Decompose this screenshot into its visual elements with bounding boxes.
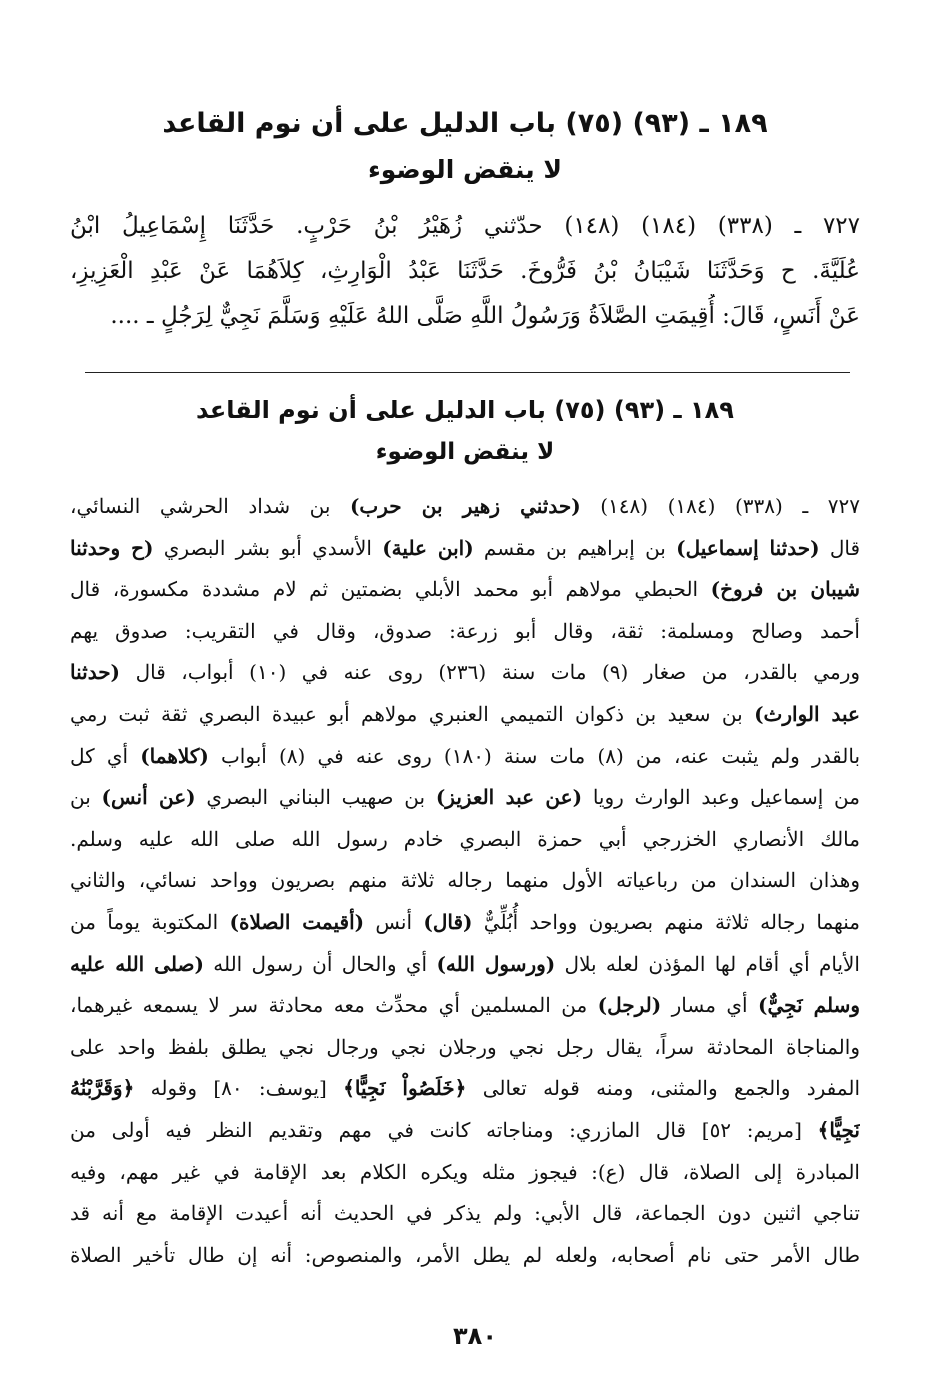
text-segment: بالقدر ولم يثبت عنه، من (٨) مات سنة (١٨٠) روى عنه في (٨) أبواب [208, 743, 860, 768]
commentary-line [70, 777, 860, 819]
text-segment: المكتوبة يوماً من [70, 909, 230, 934]
bold-quote-segment: نَجِيًّا﴾ [817, 1117, 860, 1142]
text-segment: من إسماعيل وعبد الوارث رويا [582, 785, 860, 810]
text-segment: قال [819, 535, 860, 560]
text-segment: أحمد وصالح ومسلمة: ثقة، وقال أبو زرعة: صدوق، وقال في التقريب: صدوق يهم [70, 618, 860, 643]
commentary-line [70, 985, 860, 1027]
text-segment: بن [70, 785, 102, 810]
text-segment: بن صهيب البناني البصري [195, 785, 436, 810]
text-segment: والمناجاة المحادثة سراً، يقال رجل نجي ورجلان نجي ورجال نجي يطلق بلفظ واحد على [70, 1034, 860, 1059]
text-segment: منهما رجاله ثلاثة منهم بصريون وواحد أُبُلِّيٌّ [472, 909, 860, 934]
text-segment: تناجي اثنين دون الجماعة، قال الأبي: ولم يذكر في الحديث أنه أعيدت الإقامة مع أنه قد [70, 1201, 860, 1226]
commentary-line [70, 528, 860, 570]
text-segment: أنس [364, 909, 424, 934]
text-segment: الأسدي أبو بشر البصري [153, 535, 383, 560]
bold-quote-segment: (ابن علية) [382, 535, 474, 560]
text-segment: الأيام أي أقام لها المؤذن لعله بلال [555, 951, 860, 976]
commentary-line [70, 652, 860, 694]
commentary-line [70, 944, 860, 986]
bold-quote-segment: (عن أنس) [101, 785, 196, 810]
text-segment: ٧٢٧ ـ (٣٣٨) (١٨٤) (١٤٨) [580, 494, 860, 518]
bold-quote-segment: (ح وحدثنا [70, 535, 154, 560]
bold-quote-segment: (عن عبد العزيز) [435, 785, 583, 810]
bold-quote-segment: (حدثني زهير بن حرب) [349, 494, 581, 518]
bold-quote-segment: ﴿خَلَصُواْ نَجِيًّا﴾ [343, 1076, 467, 1101]
text-segment: بن إبراهيم بن مقسم [473, 535, 677, 560]
hadith-line: عُلَيَّةَ. ح وَحَدَّثَنَا شَيْبَانُ بْنُ فَرُّوخَ. حَدَّثَنَا عَبْدُ الْوَارِثِ، كِلاَهُمَا عَنْ عَبْدِ الْعَزِيزِ، [70, 258, 860, 284]
chapter-subheading: لا ينقض الوضوء [368, 155, 562, 184]
text-segment: المفرد والجمع والمثنى، ومنه قوله تعالى [466, 1076, 860, 1101]
bold-quote-segment: (قال) [423, 909, 473, 934]
text-segment: طال الأمر حتى نام أصحابه، ولعله لم يطل الأمر، والمنصوص: أنه إن طال تأخير الصلاة [70, 1242, 860, 1267]
commentary-line [70, 902, 860, 944]
text-segment: [مريم: ٥٢] قال المازري: ومناجاته كانت في مهم وتقديم النظر فيه أولى من [70, 1117, 818, 1142]
commentary-line [70, 1110, 860, 1152]
bold-quote-segment: (حدثنا [70, 660, 121, 685]
text-segment: بن سعيد بن ذكوان التميمي العنبري مولاهم أبو عبيدة البصري ثقة ثبت رمي [70, 701, 755, 726]
section-divider [85, 372, 850, 373]
commentary-line [70, 486, 860, 528]
bold-quote-segment: شيبان بن فروخ) [710, 577, 860, 602]
commentary-line [70, 860, 860, 902]
bold-quote-segment: (ورسول الله) [436, 951, 556, 976]
commentary-line [70, 1152, 860, 1194]
text-segment: من المسلمين أي محدِّث معه محادثة سر لا يسمعه غيرهما، [70, 993, 598, 1018]
text-segment: بن شداد الحرشي النسائي، [70, 494, 350, 518]
text-segment: وهذان السندان من رباعياته الأول منهما رجاله ثلاثة منهم بصريون وواحد نسائي، والثاني [70, 868, 860, 893]
bold-quote-segment: (أقيمت الصلاة) [229, 909, 365, 934]
text-segment: أي مسار [661, 993, 758, 1018]
commentary-line [70, 1068, 860, 1110]
commentary-line [70, 1027, 860, 1069]
commentary-section [70, 388, 860, 1276]
commentary-text [70, 486, 860, 1276]
text-segment: مالك الأنصاري الخزرجي أبي حمزة البصري خادم رسول الله صلى الله عليه وسلم. [70, 826, 860, 851]
hadith-text [70, 204, 860, 339]
commentary-line [70, 569, 860, 611]
chapter-heading: ١٨٩ ـ (٩٣) (٧٥) باب الدليل على أن نوم القاعد [162, 108, 768, 139]
hadith-section [70, 100, 860, 339]
commentary-line [70, 694, 860, 736]
commentary-line [70, 1235, 860, 1277]
commentary-line [70, 819, 860, 861]
bold-quote-segment: (حدثنا إسماعيل) [676, 535, 820, 560]
text-segment: المبادرة إلى الصلاة، قال (ع): فيجوز مثله ويكره الكلام بعد الإقامة في غير مهم، وفيه [70, 1159, 860, 1184]
page-number: ٣٨٠ [453, 1322, 497, 1350]
text-segment: [يوسف: ٨٠] وقوله [134, 1076, 344, 1101]
commentary-line [70, 611, 860, 653]
bold-quote-segment: (كلاهما) [140, 743, 209, 768]
commentary-heading: ١٨٩ ـ (٩٣) (٧٥) باب الدليل على أن نوم القاعد [196, 396, 734, 424]
commentary-line [70, 736, 860, 778]
commentary-subheading: لا ينقض الوضوء [375, 439, 555, 465]
hadith-line: عَنْ أَنَسٍ، قَالَ: أُقِيمَتِ الصَّلاَةُ وَرَسُولُ اللَّهِ صَلَّى اللهُ عَلَيْهِ وَسَلَّمَ نَجِيٌّ لِرَجُلٍ ـ .... [110, 303, 860, 329]
commentary-line [70, 1193, 860, 1235]
text-segment: أي كل [70, 743, 141, 768]
bold-quote-segment: (لرجل) [597, 993, 662, 1018]
bold-quote-segment: عبد الوارث) [754, 701, 860, 726]
hadith-line: ٧٢٧ ـ (٣٣٨) (١٨٤) (١٤٨) حدّثني زُهَيْرُ بْنُ حَرْبٍ. حَدَّثَنَا إِسْمَاعِيلُ ابْنُ [70, 213, 860, 239]
bold-quote-segment: وسلم نَجِيٌّ) [758, 993, 860, 1018]
text-segment: الحبطي مولاهم أبو محمد الأبلي بضمتين ثم لام مشددة مكسورة، قال [70, 577, 711, 602]
bold-quote-segment: ﴿وَقَرَّبْنَٰهُ [70, 1076, 135, 1101]
bold-quote-segment: (صلى الله عليه [70, 951, 204, 976]
text-segment: ورمي بالقدر، من صغار (٩) مات سنة (٢٣٦) روى عنه في (١٠) أبواب، قال [120, 660, 860, 685]
text-segment: أي والحال أن رسول الله [203, 951, 437, 976]
